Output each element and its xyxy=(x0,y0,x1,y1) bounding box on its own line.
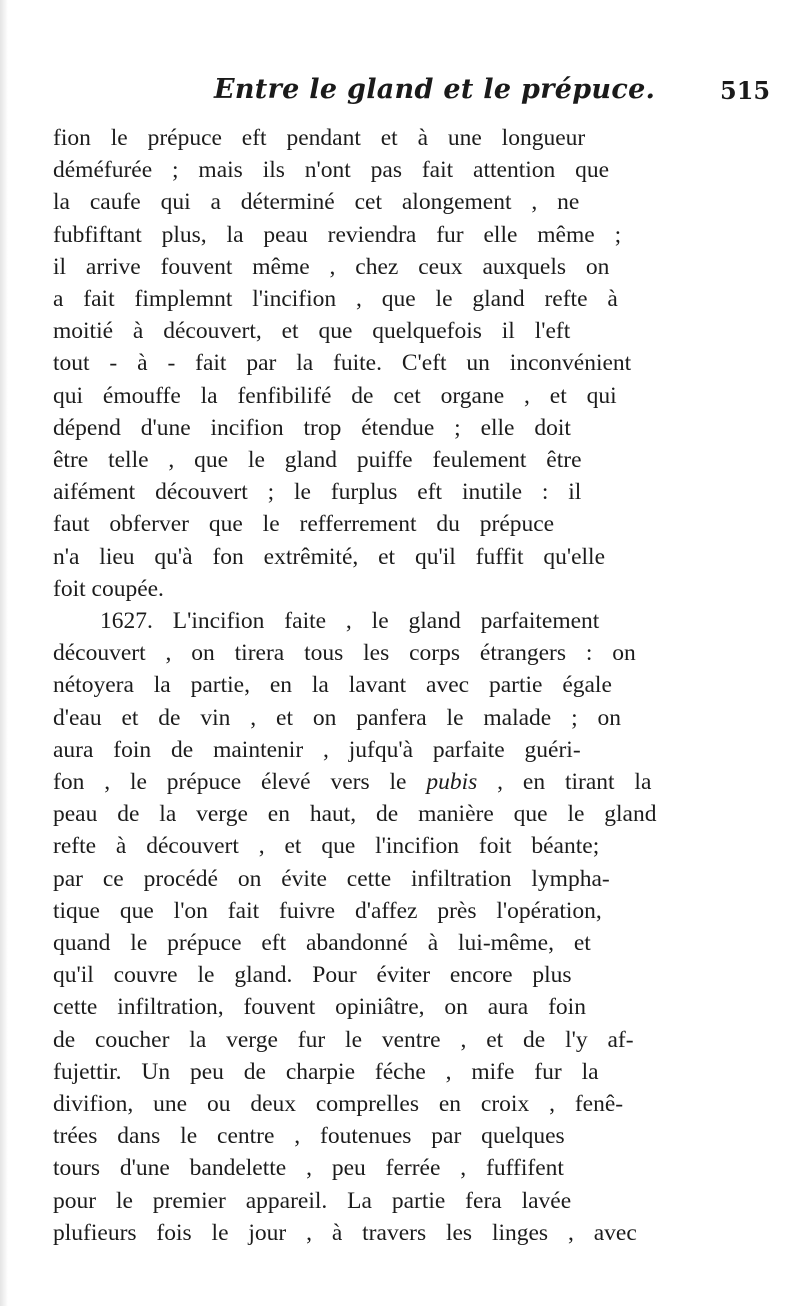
text-line: tout - à - fait par la fuite. C'eft un inconvénient xyxy=(53,350,632,377)
text-line: tique que l'on fait fuivre d'affez près l'opération, xyxy=(53,897,602,924)
text-line: nétoyera la partie, en la lavant avec partie égale xyxy=(53,672,612,699)
text-line: foit coupée. xyxy=(53,575,164,602)
text-line: faut obferver que le refferrement du prépuce xyxy=(53,511,555,538)
page-header xyxy=(0,74,800,114)
page-number: 515 xyxy=(720,76,771,105)
text-line: être telle , que le gland puiffe feulement être xyxy=(53,447,582,473)
text-line: n'a lieu qu'à fon extrêmité, et qu'il fuffit qu'elle xyxy=(53,543,606,570)
italic-term: pubis xyxy=(426,769,478,795)
text-line: de coucher la verge fur le ventre , et de l'y af- xyxy=(53,1026,634,1053)
text-line: qui émouffe la fenfibilifé de cet organe , et qui xyxy=(53,382,617,409)
scan-edge-shadow xyxy=(0,0,8,1306)
text-line: dépend d'une incifion trop étendue ; elle doit xyxy=(53,414,571,441)
text-line: plufieurs fois le jour , à travers les linges , avec xyxy=(53,1219,637,1246)
text-line: fon , le prépuce élevé vers le pubis , en tirant la xyxy=(53,769,652,795)
text-line: quand le prépuce eft abandonné à lui-même, et xyxy=(53,930,591,956)
text-line: qu'il couvre le gland. Pour éviter encore plus xyxy=(53,962,572,989)
text-line: aifément découvert ; le furplus eft inutile : il xyxy=(53,479,582,506)
text-line: tours d'une bandelette , peu ferrée , fuffifent xyxy=(53,1155,564,1182)
text-line: divifion, une ou deux comprelles en croix , fenê- xyxy=(53,1091,624,1117)
text-line: fujettir. Un peu de charpie féche , mife fur la xyxy=(53,1058,599,1085)
text-line: la caufe qui a déterminé cet alongement , ne xyxy=(53,189,580,216)
text-line: peau de la verge en haut, de manière que le gland xyxy=(53,801,657,828)
text-line: 1627. L'incifion faite , le gland parfaitement xyxy=(100,608,600,634)
text-line: par ce procédé on évite cette infiltration lympha- xyxy=(53,865,610,892)
text-line: trées dans le centre , foutenues par quelques xyxy=(53,1123,565,1150)
text-line: fubfiftant plus, la peau reviendra fur elle même ; xyxy=(53,221,622,248)
text-line: d'eau et de vin , et on panfera le malade ; on xyxy=(53,704,622,731)
text-line: a fait fimplemnt l'incifion , que le gland refte à xyxy=(53,286,618,312)
text-line: fion le prépuce eft pendant et à une longueur xyxy=(53,125,586,151)
text-line: pour le premier appareil. La partie fera lavée xyxy=(53,1187,572,1214)
text-line: moitié à découvert, et que quelquefois il l'eft xyxy=(53,318,571,345)
text-line: refte à découvert , et que l'incifion foit béante; xyxy=(53,833,600,860)
text-line: déméfurée ; mais ils n'ont pas fait attention que xyxy=(53,157,610,184)
text-line: il arrive fouvent même , chez ceux auxquels on xyxy=(53,253,610,280)
running-head: Entre le gland et le prépuce. xyxy=(214,74,656,105)
text-line: aura foin de maintenir , jufqu'à parfaite guéri- xyxy=(53,736,581,763)
text-line: cette infiltration, fouvent opiniâtre, on aura foin xyxy=(53,994,586,1021)
text-line: découvert , on tirera tous les corps étrangers : on xyxy=(53,640,636,667)
